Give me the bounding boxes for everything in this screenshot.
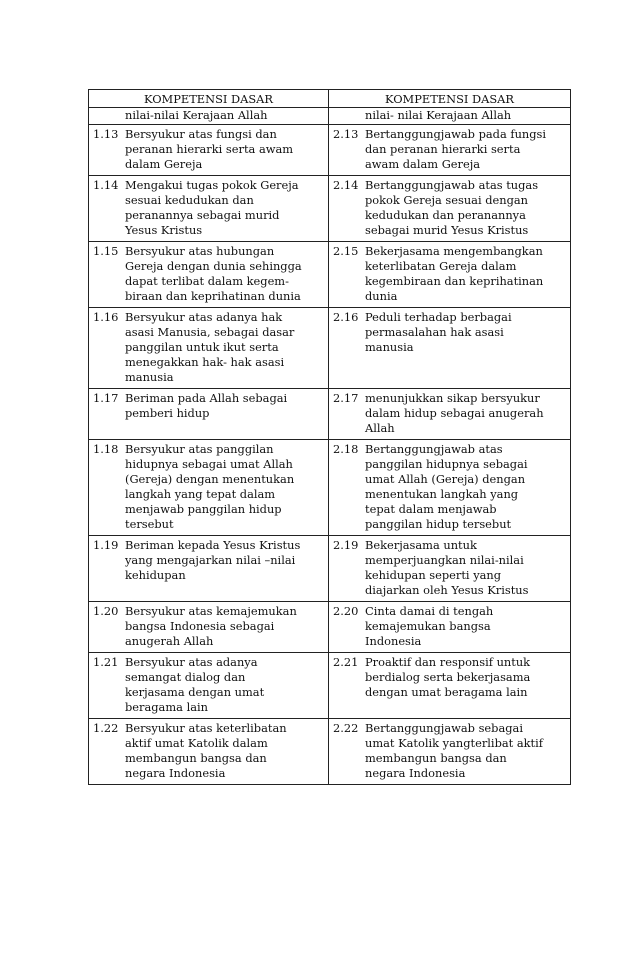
competency-number: 2.15 [333, 244, 359, 258]
competency-text [125, 604, 324, 649]
competency-number: 1.14 [93, 178, 119, 192]
competency-text-line: Mengakui tugas pokok Gereja [125, 178, 299, 192]
competency-number: 2.18 [333, 442, 359, 456]
competency-entry [333, 655, 566, 700]
competency-text-line: Bekerjasama mengembangkan [365, 244, 543, 258]
competency-text [365, 538, 566, 598]
competency-text-line: anugerah Allah [125, 634, 214, 648]
competency-number: 1.15 [93, 244, 119, 258]
competency-text-line: dan peranan hierarki serta [365, 142, 521, 156]
competency-text [125, 721, 324, 781]
competency-entry [93, 178, 324, 238]
competency-text-line: berdialog serta bekerjasama [365, 670, 531, 684]
competency-text [365, 604, 566, 649]
competency-text-line: permasalahan hak asasi [365, 325, 504, 339]
competency-number: 1.20 [93, 604, 119, 618]
competency-text-line: menegakkan hak- hak asasi [125, 355, 285, 369]
competency-entry [93, 244, 324, 304]
competency-entry [333, 244, 566, 304]
competency-text [125, 244, 324, 304]
competency-text-line: menjawab panggilan hidup [125, 502, 282, 516]
competency-entry [93, 127, 324, 172]
competency-text-line: keterlibatan Gereja dalam [365, 259, 517, 273]
competency-text-line: umat Allah (Gereja) dengan [365, 472, 526, 486]
competency-text-line: dunia [365, 289, 398, 303]
competency-text-line: asasi Manusia, sebagai dasar [125, 325, 295, 339]
competency-text-line: bangsa Indonesia sebagai [125, 619, 275, 633]
competency-text [365, 655, 566, 700]
competency-number: 1.16 [93, 310, 119, 324]
competency-text-line: membangun bangsa dan [125, 751, 267, 765]
competency-entry [333, 721, 566, 781]
competency-text-line: Bersyukur atas hubungan [125, 244, 275, 258]
competency-text-line: Bersyukur atas fungsi dan [125, 127, 277, 141]
competency-text-line: kemajemukan bangsa [365, 619, 491, 633]
competency-text [365, 310, 566, 355]
competency-cell-left [89, 653, 329, 719]
competency-cell-left [89, 440, 329, 536]
continuation-row [89, 108, 571, 125]
continuation-right: nilai- nilai Kerajaan Allah [329, 108, 571, 125]
competency-cell-right [329, 389, 571, 440]
competency-text-line: peranan hierarki serta awam [125, 142, 294, 156]
competency-text-line: sebagai murid Yesus Kristus [365, 223, 529, 237]
competency-number: 1.19 [93, 538, 119, 552]
competency-text-line: panggilan hidupnya sebagai [365, 457, 528, 471]
competency-text-line: Peduli terhadap berbagai [365, 310, 512, 324]
header-right: KOMPETENSI DASAR [329, 90, 571, 108]
competency-text-line: Bersyukur atas panggilan [125, 442, 274, 456]
competency-text-line: beragama lain [125, 700, 208, 714]
competency-text-line: Gereja dengan dunia sehingga [125, 259, 302, 273]
competency-cell-left [89, 536, 329, 602]
competency-text [365, 178, 566, 238]
competency-text-line: dengan umat beragama lain [365, 685, 528, 699]
competency-text-line: semangat dialog dan [125, 670, 246, 684]
competency-cell-right [329, 653, 571, 719]
competency-text [125, 538, 324, 583]
competency-number: 2.22 [333, 721, 359, 735]
competency-text-line: menunjukkan sikap bersyukur [365, 391, 540, 405]
competency-cell-left [89, 602, 329, 653]
competency-number: 1.17 [93, 391, 119, 405]
competency-text-line: Bertanggungjawab sebagai [365, 721, 523, 735]
competency-text [365, 442, 566, 532]
continuation-left: nilai-nilai Kerajaan Allah [89, 108, 329, 125]
competency-number: 1.18 [93, 442, 119, 456]
competency-text-line: pokok Gereja sesuai dengan [365, 193, 529, 207]
header-row [89, 90, 571, 108]
competency-text-line: kerjasama dengan umat [125, 685, 265, 699]
competency-text-line: umat Katolik yangterlibat aktif [365, 736, 543, 750]
competency-text-line: kehidupan [125, 568, 186, 582]
competency-cell-right [329, 242, 571, 308]
competency-cell-left [89, 389, 329, 440]
competency-number: 1.13 [93, 127, 119, 141]
competency-number: 1.21 [93, 655, 119, 669]
competency-text-line: Proaktif dan responsif untuk [365, 655, 531, 669]
competency-entry [93, 538, 324, 583]
competency-text-line: Bersyukur atas adanya [125, 655, 258, 669]
competency-text-line: Allah [365, 421, 395, 435]
competency-text-line: Indonesia [365, 634, 422, 648]
competency-text-line: diajarkan oleh Yesus Kristus [365, 583, 529, 597]
competency-text-line: kegembiraan dan keprihatinan [365, 274, 544, 288]
competency-text-line: Bertanggungjawab atas [365, 442, 503, 456]
competency-entry [333, 442, 566, 532]
competency-text-line: kedudukan dan peranannya [365, 208, 526, 222]
table-row [89, 176, 571, 242]
competency-number: 2.13 [333, 127, 359, 141]
competency-text-line: panggilan hidup tersebut [365, 517, 512, 531]
competency-text-line: memperjuangkan nilai-nilai [365, 553, 524, 567]
competency-text-line: panggilan untuk ikut serta [125, 340, 279, 354]
competency-text-line: Cinta damai di tengah [365, 604, 494, 618]
competency-text [365, 244, 566, 304]
competency-entry [93, 442, 324, 532]
competency-entry [333, 604, 566, 649]
competency-text [125, 442, 324, 532]
competency-text-line: membangun bangsa dan [365, 751, 507, 765]
competency-cell-left [89, 308, 329, 389]
competency-cell-right [329, 308, 571, 389]
competency-text-line: Bekerjasama untuk [365, 538, 477, 552]
competency-text-line: tersebut [125, 517, 174, 531]
competency-text-line: Beriman pada Allah sebagai [125, 391, 288, 405]
competency-table [88, 89, 571, 785]
competency-entry [93, 310, 324, 385]
competency-text [125, 655, 324, 715]
competency-text-line: kehidupan seperti yang [365, 568, 502, 582]
table-row [89, 536, 571, 602]
competency-entry [333, 178, 566, 238]
competency-cell-right [329, 602, 571, 653]
competency-number: 2.16 [333, 310, 359, 324]
competency-entry [333, 310, 566, 355]
competency-cell-left [89, 719, 329, 785]
competency-entry [93, 604, 324, 649]
competency-text-line: Bertanggungjawab pada fungsi [365, 127, 547, 141]
competency-text-line: biraan dan keprihatinan dunia [125, 289, 301, 303]
competency-number: 2.14 [333, 178, 359, 192]
competency-number: 1.22 [93, 721, 119, 735]
competency-text-line: dapat terlibat dalam kegem- [125, 274, 289, 288]
competency-number: 2.19 [333, 538, 359, 552]
table-row [89, 653, 571, 719]
competency-text-line: Bersyukur atas adanya hak [125, 310, 283, 324]
competency-cell-right [329, 176, 571, 242]
competency-cell-left [89, 176, 329, 242]
competency-entry [333, 391, 566, 436]
competency-text-line: yang mengajarkan nilai –nilai [125, 553, 296, 567]
competency-text-line: pemberi hidup [125, 406, 210, 420]
competency-entry [93, 391, 324, 421]
competency-text [365, 721, 566, 781]
competency-number: 2.17 [333, 391, 359, 405]
competency-entry [333, 127, 566, 172]
competency-text-line: langkah yang tepat dalam [125, 487, 276, 501]
competency-text [365, 391, 566, 436]
competency-cell-left [89, 125, 329, 176]
competency-entry [93, 721, 324, 781]
competency-text [125, 127, 324, 172]
competency-text-line: Bertanggungjawab atas tugas [365, 178, 539, 192]
competency-number: 2.20 [333, 604, 359, 618]
table-row [89, 389, 571, 440]
competency-text-line: tepat dalam menjawab [365, 502, 497, 516]
competency-text-line: dalam Gereja [125, 157, 203, 171]
competency-cell-right [329, 440, 571, 536]
competency-text-line: Beriman kepada Yesus Kristus [125, 538, 301, 552]
header-left: KOMPETENSI DASAR [89, 90, 329, 108]
competency-text-line: aktif umat Katolik dalam [125, 736, 268, 750]
table-row [89, 125, 571, 176]
competency-cell-right [329, 536, 571, 602]
competency-text-line: peranannya sebagai murid [125, 208, 280, 222]
competency-text-line: Yesus Kristus [125, 223, 203, 237]
table-row [89, 308, 571, 389]
competency-text-line: Bersyukur atas keterlibatan [125, 721, 287, 735]
competency-entry [93, 655, 324, 715]
competency-text [365, 127, 566, 172]
competency-cell-right [329, 125, 571, 176]
competency-text-line: (Gereja) dengan menentukan [125, 472, 295, 486]
competency-text-line: menentukan langkah yang [365, 487, 519, 501]
competency-text-line: dalam hidup sebagai anugerah [365, 406, 544, 420]
competency-text [125, 178, 324, 238]
competency-entry [333, 538, 566, 598]
competency-text [125, 310, 324, 385]
competency-text-line: negara Indonesia [125, 766, 226, 780]
competency-number: 2.21 [333, 655, 359, 669]
table-row [89, 719, 571, 785]
competency-text-line: manusia [125, 370, 174, 384]
competency-text-line: sesuai kedudukan dan [125, 193, 254, 207]
competency-text-line: hidupnya sebagai umat Allah [125, 457, 293, 471]
competency-text-line: awam dalam Gereja [365, 157, 481, 171]
competency-cell-left [89, 242, 329, 308]
competency-text-line: Bersyukur atas kemajemukan [125, 604, 297, 618]
competency-text-line: negara Indonesia [365, 766, 466, 780]
competency-text [125, 391, 324, 421]
competency-cell-right [329, 719, 571, 785]
table-row [89, 242, 571, 308]
competency-text-line: manusia [365, 340, 414, 354]
table-row [89, 602, 571, 653]
table-row [89, 440, 571, 536]
